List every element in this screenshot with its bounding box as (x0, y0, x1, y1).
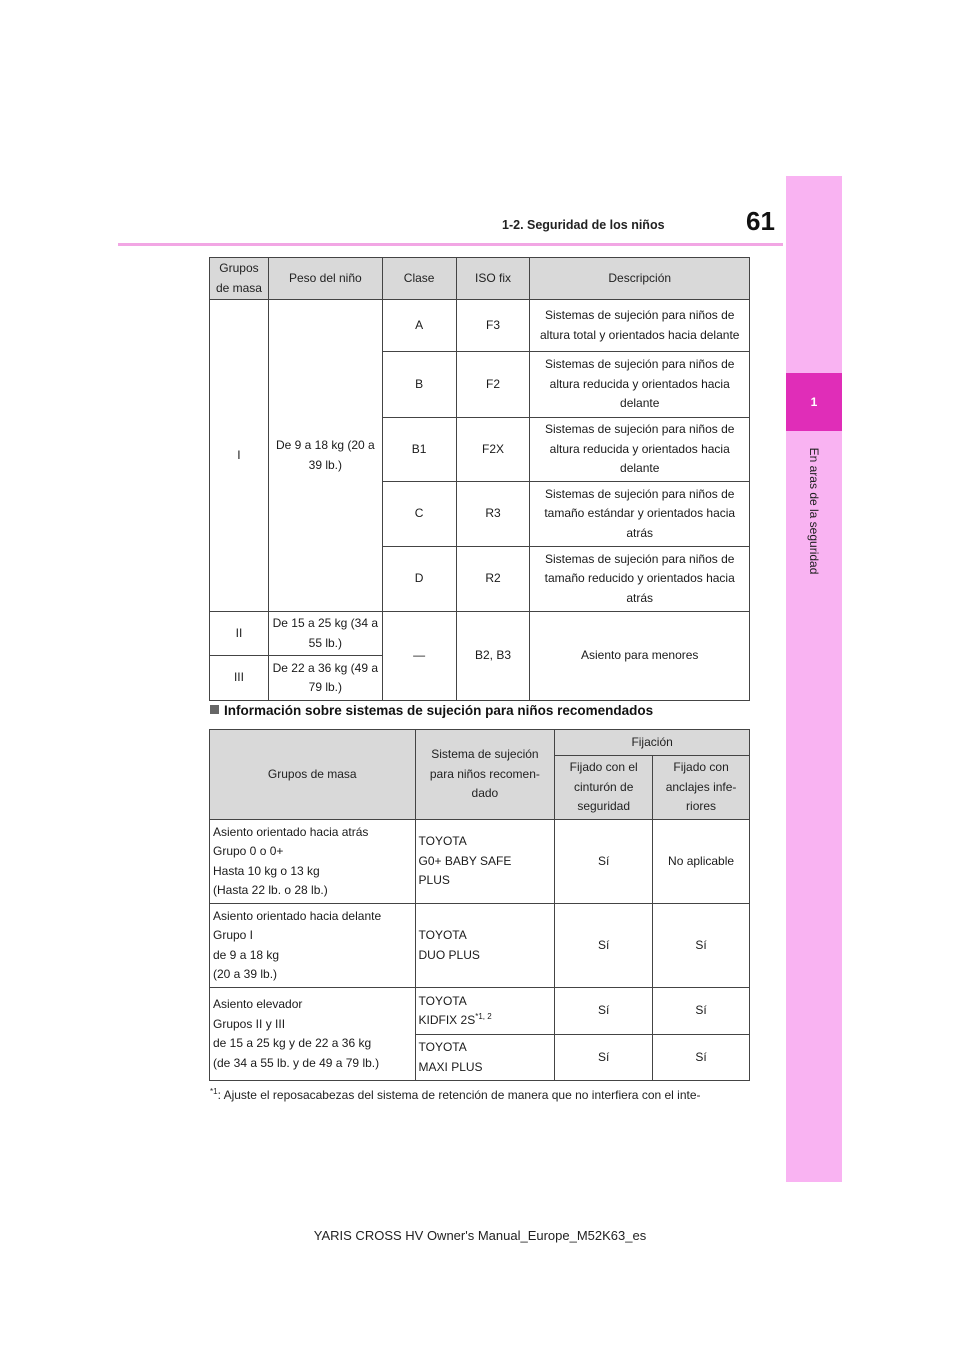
belt-cell: Sí (555, 820, 653, 904)
table-row (210, 820, 750, 904)
header-cell: Fijado con el cinturón de seguridad (555, 756, 653, 820)
header-divider (118, 243, 783, 246)
cell-line: DUO PLUS (418, 947, 480, 962)
table-row (210, 612, 750, 656)
anchors-cell: No aplicable (653, 820, 750, 904)
iso-cell: R2 (456, 547, 530, 612)
system-cell (415, 988, 555, 1035)
system-cell (415, 820, 555, 904)
cell-line: Asiento orientado hacia delante (213, 908, 382, 923)
class-cell: D (382, 547, 456, 612)
system-cell (415, 904, 555, 988)
cell-line: (20 a 39 lb.) (213, 967, 278, 981)
section-title: 1-2. Seguridad de los niños (502, 218, 665, 232)
cell-line: G0+ BABY SAFE (418, 853, 512, 868)
cell-line: TOYOTA (418, 993, 467, 1008)
weight-cell: De 9 a 18 kg (20 a 39 lb.) (268, 300, 382, 612)
recommended-systems-table (209, 729, 750, 1081)
header-cell: Descripción (530, 258, 750, 300)
group-cell (210, 820, 416, 904)
header-cell: Fijado con anclajes infe-riores (653, 756, 750, 820)
weight-cell: De 15 a 25 kg (34 a 55 lb.) (268, 612, 382, 656)
group-cell: III (210, 656, 269, 701)
anchors-cell: Sí (653, 1035, 750, 1081)
cell-line: Asiento orientado hacia atrás (213, 824, 369, 839)
description-cell: Sistemas de sujeción para niños de altura reducida y orientados hacia delante (530, 352, 750, 418)
header-cell: ISO fix (456, 258, 530, 300)
cell-line: TOYOTA (418, 928, 467, 942)
iso-cell: F2 (456, 352, 530, 418)
cell-line: TOYOTA (418, 834, 467, 849)
isofix-class-table (209, 257, 750, 701)
page-footer: YARIS CROSS HV Owner's Manual_Europe_M52K63_es (313, 1228, 647, 1243)
cell-line: de 9 a 18 kg (213, 947, 280, 962)
header-cell: Sistema de sujeción para niños recomen-dado (415, 730, 555, 820)
cell-line: (de 34 a 55 lb. y de 49 a 79 lb.) (213, 1055, 380, 1070)
product-name: KIDFIX 2S (418, 1013, 476, 1027)
footnote-marker: *1 (210, 1087, 218, 1096)
anchors-cell: Sí (653, 904, 750, 988)
cell-line: de 15 a 25 kg y de 22 a 36 kg (213, 1036, 372, 1050)
table-row (210, 904, 750, 988)
cell-line: TOYOTA (418, 1040, 467, 1054)
class-cell: B1 (382, 418, 456, 482)
table-row (210, 300, 750, 352)
description-cell: Sistemas de sujeción para niños de tamaño reducido y orientados hacia atrás (530, 547, 750, 612)
class-cell: — (382, 612, 456, 701)
chapter-label: En aras de la seguridad (807, 447, 821, 575)
chapter-label-area (786, 436, 842, 586)
class-cell: C (382, 482, 456, 547)
chapter-side-tab (786, 176, 842, 1182)
belt-cell: Sí (555, 988, 653, 1035)
anchors-cell: Sí (653, 988, 750, 1035)
iso-cell: F3 (456, 300, 530, 352)
weight-cell: De 22 a 36 kg (49 a 79 lb.) (268, 656, 382, 701)
iso-cell: B2, B3 (456, 612, 530, 701)
cell-line: Grupo 0 o 0+ (213, 844, 284, 858)
description-cell: Asiento para menores (530, 612, 750, 701)
footnote-text: : Ajuste el reposacabezas del sistema de retención de manera que no interfiera con el inte- (217, 1088, 701, 1102)
footnote (210, 1088, 701, 1102)
chapter-number: 1 (786, 373, 842, 431)
table-header-row (210, 730, 750, 756)
cell-line: (Hasta 22 lb. o 28 lb.) (213, 883, 328, 897)
table-row (210, 988, 750, 1035)
iso-cell: F2X (456, 418, 530, 482)
cell-line: Grupo I (213, 928, 254, 942)
cell-line: MAXI PLUS (418, 1059, 483, 1074)
footnote-ref: *1, 2 (475, 1012, 492, 1021)
header-cell: Peso del niño (268, 258, 382, 300)
group-cell: II (210, 612, 269, 656)
description-cell: Sistemas de sujeción para niños de altura total y orientados hacia delante (530, 300, 750, 352)
description-cell: Sistemas de sujeción para niños de tamaño estándar y orientados hacia atrás (530, 482, 750, 547)
header-cell: Grupos de masa (210, 730, 416, 820)
cell-line: PLUS (418, 873, 450, 888)
cell-line: Grupos II y III (213, 1016, 286, 1031)
heading-text: Información sobre sistemas de sujeción para niños recomendados (224, 703, 654, 718)
cell-line (419, 1011, 552, 1031)
page-number: 61 (746, 206, 775, 236)
header-cell: Fijación (555, 730, 750, 756)
square-bullet-icon (210, 705, 219, 714)
description-cell: Sistemas de sujeción para niños de altura reducida y orientados hacia delante (530, 418, 750, 482)
recommended-systems-heading (210, 703, 653, 718)
belt-cell: Sí (555, 1035, 653, 1081)
cell-line: Asiento elevador (213, 997, 303, 1011)
system-cell (415, 1035, 555, 1081)
header-cell: Clase (382, 258, 456, 300)
iso-cell: R3 (456, 482, 530, 547)
class-cell: B (382, 352, 456, 418)
table-header-row (210, 258, 750, 300)
header-cell: Grupos de masa (210, 258, 269, 300)
group-cell: I (210, 300, 269, 612)
class-cell: A (382, 300, 456, 352)
belt-cell: Sí (555, 904, 653, 988)
cell-line: Hasta 10 kg o 13 kg (213, 863, 320, 878)
group-cell (210, 904, 416, 988)
group-cell (210, 988, 416, 1081)
